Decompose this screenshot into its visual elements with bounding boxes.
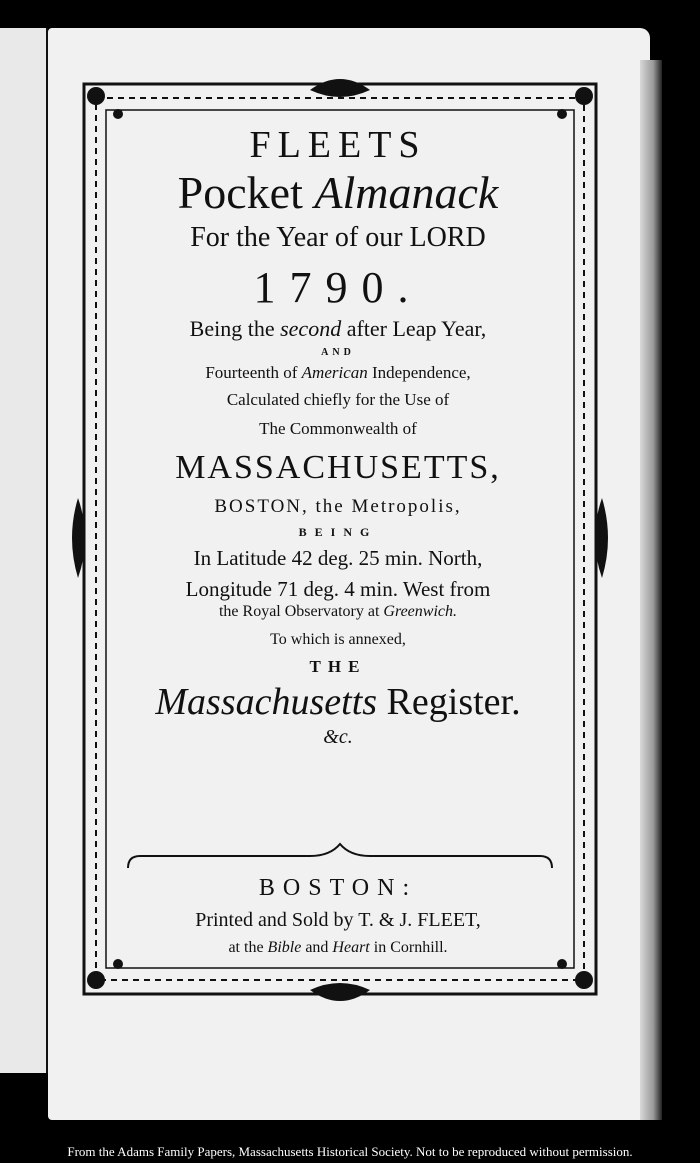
being-label: BEING <box>298 525 378 539</box>
title-almanack: Almanack <box>314 167 499 218</box>
and-line: AND <box>321 347 355 358</box>
imprint-printer: Printed and Sold by T. & J. FLEET, <box>195 909 481 931</box>
commonwealth-line: The Commonwealth of <box>259 419 417 438</box>
being-line: Being the second after Leap Year, <box>189 316 487 341</box>
latitude-line: In Latitude 42 deg. 25 min. North, <box>193 546 483 570</box>
calculated-line: Calculated chiefly for the Use of <box>226 390 450 409</box>
observatory-line: the Royal Observatory at Greenwich. <box>218 603 457 620</box>
facing-page-edge <box>0 28 48 1073</box>
imprint-block <box>128 870 548 956</box>
title-fleets: FLEETS <box>249 124 427 166</box>
boston-metropolis-line: BOSTON, the Metropolis, <box>214 496 462 517</box>
longitude-line: Longitude 71 deg. 4 min. West from <box>185 577 491 601</box>
annexed-line: To which is annexed, <box>270 631 406 648</box>
etc-line: &c. <box>323 726 353 748</box>
fourteenth-line: Fourteenth of American Independence, <box>205 363 471 382</box>
title-year: 1790. <box>253 263 423 312</box>
copyright-caption: From the Adams Family Papers, Massachusetts Historical Society. Not to be reproduced without permission. <box>0 1140 700 1163</box>
title-block <box>128 118 548 747</box>
title-pocket: Pocket <box>177 167 315 218</box>
register-heading: Massachusetts Register. <box>155 681 521 723</box>
imprint-address: at the Bible and Heart in Cornhill. <box>228 939 448 956</box>
the-label: THE <box>309 657 367 676</box>
imprint-city: BOSTON: <box>258 875 418 901</box>
title-pocket-almanack <box>128 167 548 218</box>
title-year-line: For the Year of our LORD <box>190 222 486 253</box>
massachusetts-heading: MASSACHUSETTS, <box>175 449 501 486</box>
